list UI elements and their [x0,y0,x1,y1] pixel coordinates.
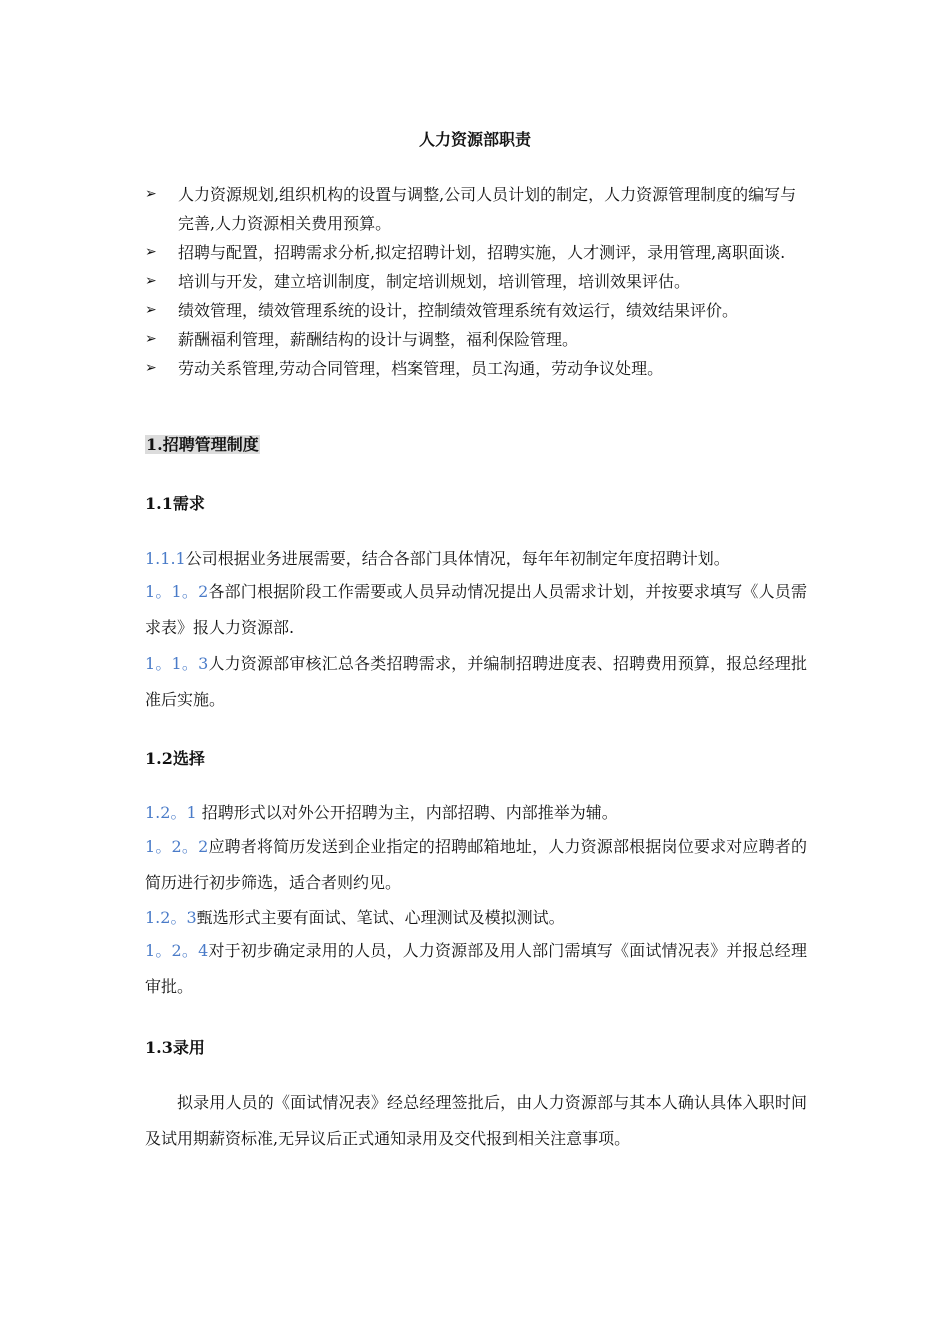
list-item: ➢ 招聘与配置，招聘需求分析,拟定招聘计划，招聘实施，人才测评，录用管理,离职面谈. [145,238,810,267]
paragraph: 1。2。4对于初步确定录用的人员，人力资源部及用人部门需填写《面试情况表》并报总经理审批。 [145,941,807,996]
subsection-heading: 1.2选择 [145,749,205,768]
arrow-bullet-icon: ➢ [145,273,157,289]
responsibility-list [145,180,810,383]
arrow-bullet-icon: ➢ [145,360,157,376]
paragraph: 1。1。2各部门根据阶段工作需要或人员异动情况提出人员需求计划，并按要求填写《人员需求表》报人力资源部. [145,582,807,637]
paragraph: 拟录用人员的《面试情况表》经总经理签批后，由人力资源部与其本人确认具体入职时间及试用期薪资标准,无异议后正式通知录用及交代报到相关注意事项。 [145,1093,807,1148]
list-item: ➢ 薪酬福利管理，薪酬结构的设计与调整，福利保险管理。 [145,325,810,354]
arrow-bullet-icon: ➢ [145,244,157,260]
list-item: ➢ 人力资源规划,组织机构的设置与调整,公司人员计划的制定，人力资源管理制度的编写与完善,人力资源相关费用预算。 [145,180,810,238]
list-item: ➢ 绩效管理，绩效管理系统的设计，控制绩效管理系统有效运行，绩效结果评价。 [145,296,810,325]
arrow-bullet-icon: ➢ [145,331,157,347]
subsection-heading: 1.3录用 [145,1038,205,1057]
list-item: ➢ 培训与开发，建立培训制度，制定培训规划，培训管理，培训效果评估。 [145,267,810,296]
subsection-heading: 1.1需求 [145,494,205,513]
document-title: 人力资源部职责 [418,130,531,149]
paragraph: 1。2。2应聘者将简历发送到企业指定的招聘邮箱地址，人力资源部根据岗位要求对应聘者的简历进行初步筛选，适合者则约见。 [145,837,807,892]
section-heading: 1.招聘管理制度 [146,435,259,454]
paragraph: 1.1.1公司根据业务进展需要，结合各部门具体情况，每年年初制定年度招聘计划。 [145,549,730,568]
paragraph: 1.2。3甄选形式主要有面试、笔试、心理测试及模拟测试。 [145,908,565,927]
paragraph: 1。1。3人力资源部审核汇总各类招聘需求，并编制招聘进度表、招聘费用预算，报总经理批准后实施。 [145,654,807,709]
list-item: ➢ 劳动关系管理,劳动合同管理，档案管理，员工沟通，劳动争议处理。 [145,354,810,383]
paragraph: 1.2。1 招聘形式以对外公开招聘为主，内部招聘、内部推举为辅。 [145,803,618,822]
arrow-bullet-icon: ➢ [145,302,157,318]
arrow-bullet-icon: ➢ [145,186,157,202]
